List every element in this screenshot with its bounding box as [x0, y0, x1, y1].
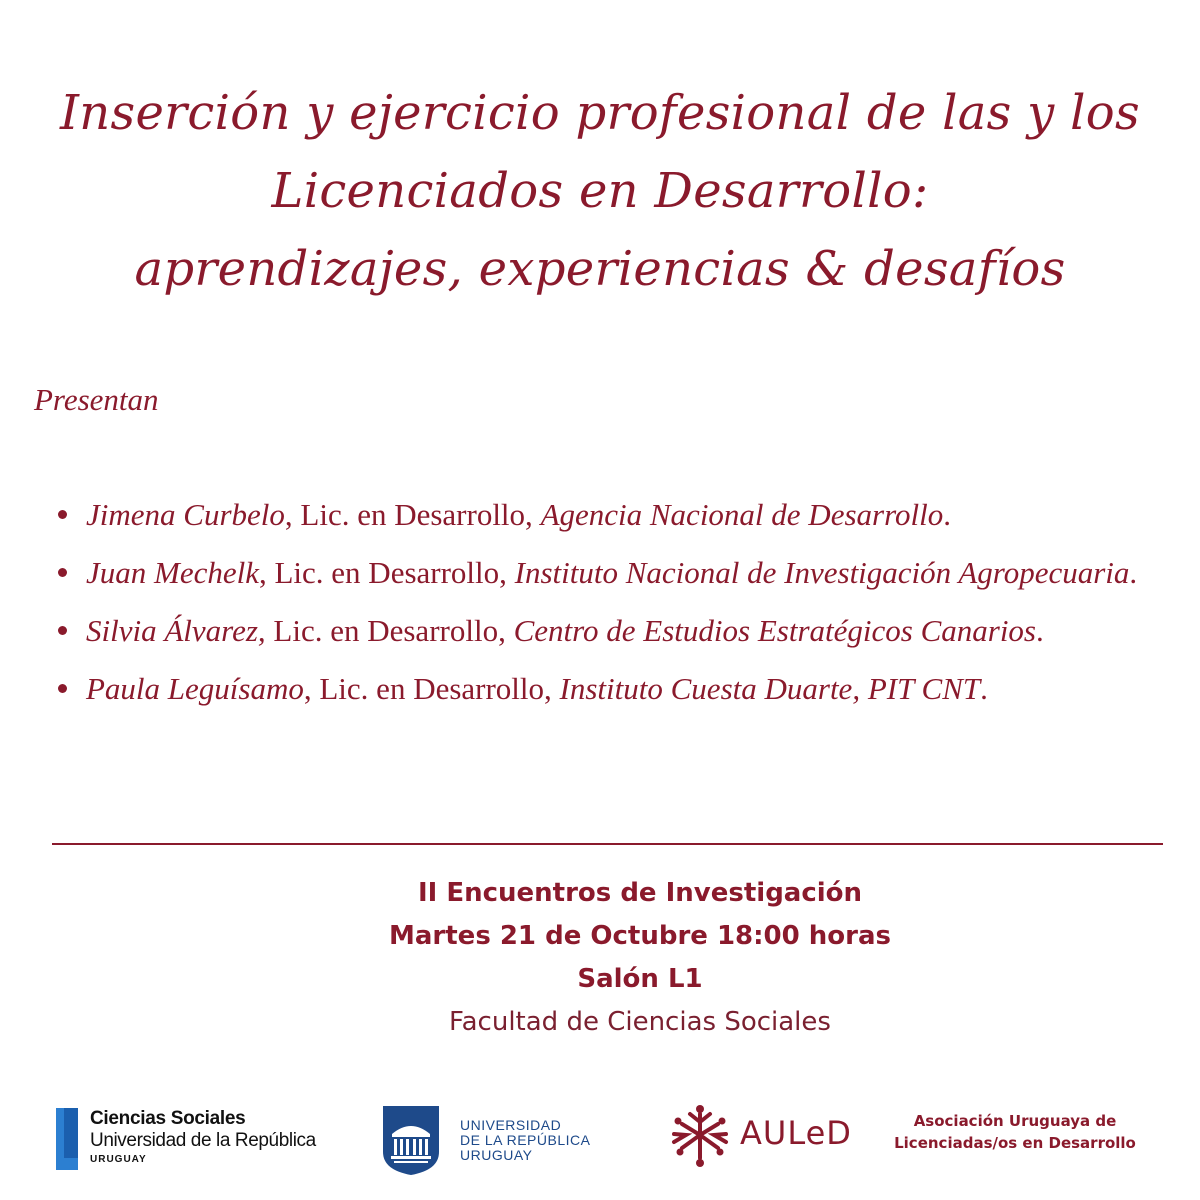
speaker-name: Jimena Curbelo — [86, 497, 285, 532]
title-line-3: aprendizajes, experiencias & desafíos — [134, 241, 1066, 297]
speaker-institution: Agencia Nacional de Desarrollo — [540, 497, 944, 532]
section-divider — [52, 843, 1163, 845]
speaker-degree: Lic. en Desarrollo, — [319, 671, 560, 706]
event-details — [0, 872, 1200, 1044]
speaker-name: Juan Mechelk — [86, 555, 259, 590]
speakers-list — [86, 486, 1146, 718]
speaker-name: Paula Leguísamo — [86, 671, 304, 706]
list-item: Jimena Curbelo, Lic. en Desarrollo, Agencia Nacional de Desarrollo. — [86, 486, 1146, 544]
speaker-institution: Instituto Nacional de Investigación Agropecuaria — [514, 555, 1130, 590]
footer-logos — [0, 1100, 1200, 1180]
event-datetime: Martes 21 de Octubre 18:00 horas — [389, 921, 891, 951]
auled-logo — [668, 1100, 868, 1180]
speaker-name: Silvia Álvarez, — [86, 613, 266, 648]
speaker-degree: Lic. en Desarrollo, — [273, 613, 514, 648]
event-venue: Facultad de Ciencias Sociales — [449, 1007, 831, 1037]
cs-logo-mark-icon — [56, 1108, 78, 1170]
event-name: II Encuentros de Investigación — [417, 878, 863, 908]
ciencias-sociales-logo: Ciencias Sociales Universidad de la República URUGUAY — [56, 1108, 336, 1170]
list-item: Juan Mechelk, Lic. en Desarrollo, Instituto Nacional de Investigación Agropecuaria. — [86, 544, 1146, 602]
event-title — [0, 74, 1200, 308]
association-name: Asociación Uruguaya de Licenciadas/os en Desarrollo — [894, 1112, 1136, 1152]
presenters-label: Presentan — [34, 382, 159, 417]
event-room: Salón L1 — [577, 964, 703, 994]
udelar-logo: UNIVERSIDAD DE LA REPÚBLICA URUGUAY — [380, 1104, 600, 1176]
title-line-1: Inserción y ejercicio profesional de las y los — [60, 85, 1140, 141]
speaker-degree: Lic. en Desarrollo, — [274, 555, 515, 590]
speaker-degree: Lic. en Desarrollo, — [300, 497, 541, 532]
list-item: Silvia Álvarez, Lic. en Desarrollo, Centro de Estudios Estratégicos Canarios. — [86, 602, 1146, 660]
speaker-institution: Instituto Cuesta Duarte, PIT CNT — [559, 671, 981, 706]
auled-emblem-icon — [668, 1102, 732, 1168]
title-line-2: Licenciados en Desarrollo: — [271, 163, 929, 219]
auled-wordmark: AULeD — [740, 1114, 852, 1152]
list-item: Paula Leguísamo, Lic. en Desarrollo, Instituto Cuesta Duarte, PIT CNT. — [86, 660, 1146, 718]
udelar-seal-icon — [380, 1104, 442, 1176]
speaker-institution: Centro de Estudios Estratégicos Canarios — [513, 613, 1036, 648]
